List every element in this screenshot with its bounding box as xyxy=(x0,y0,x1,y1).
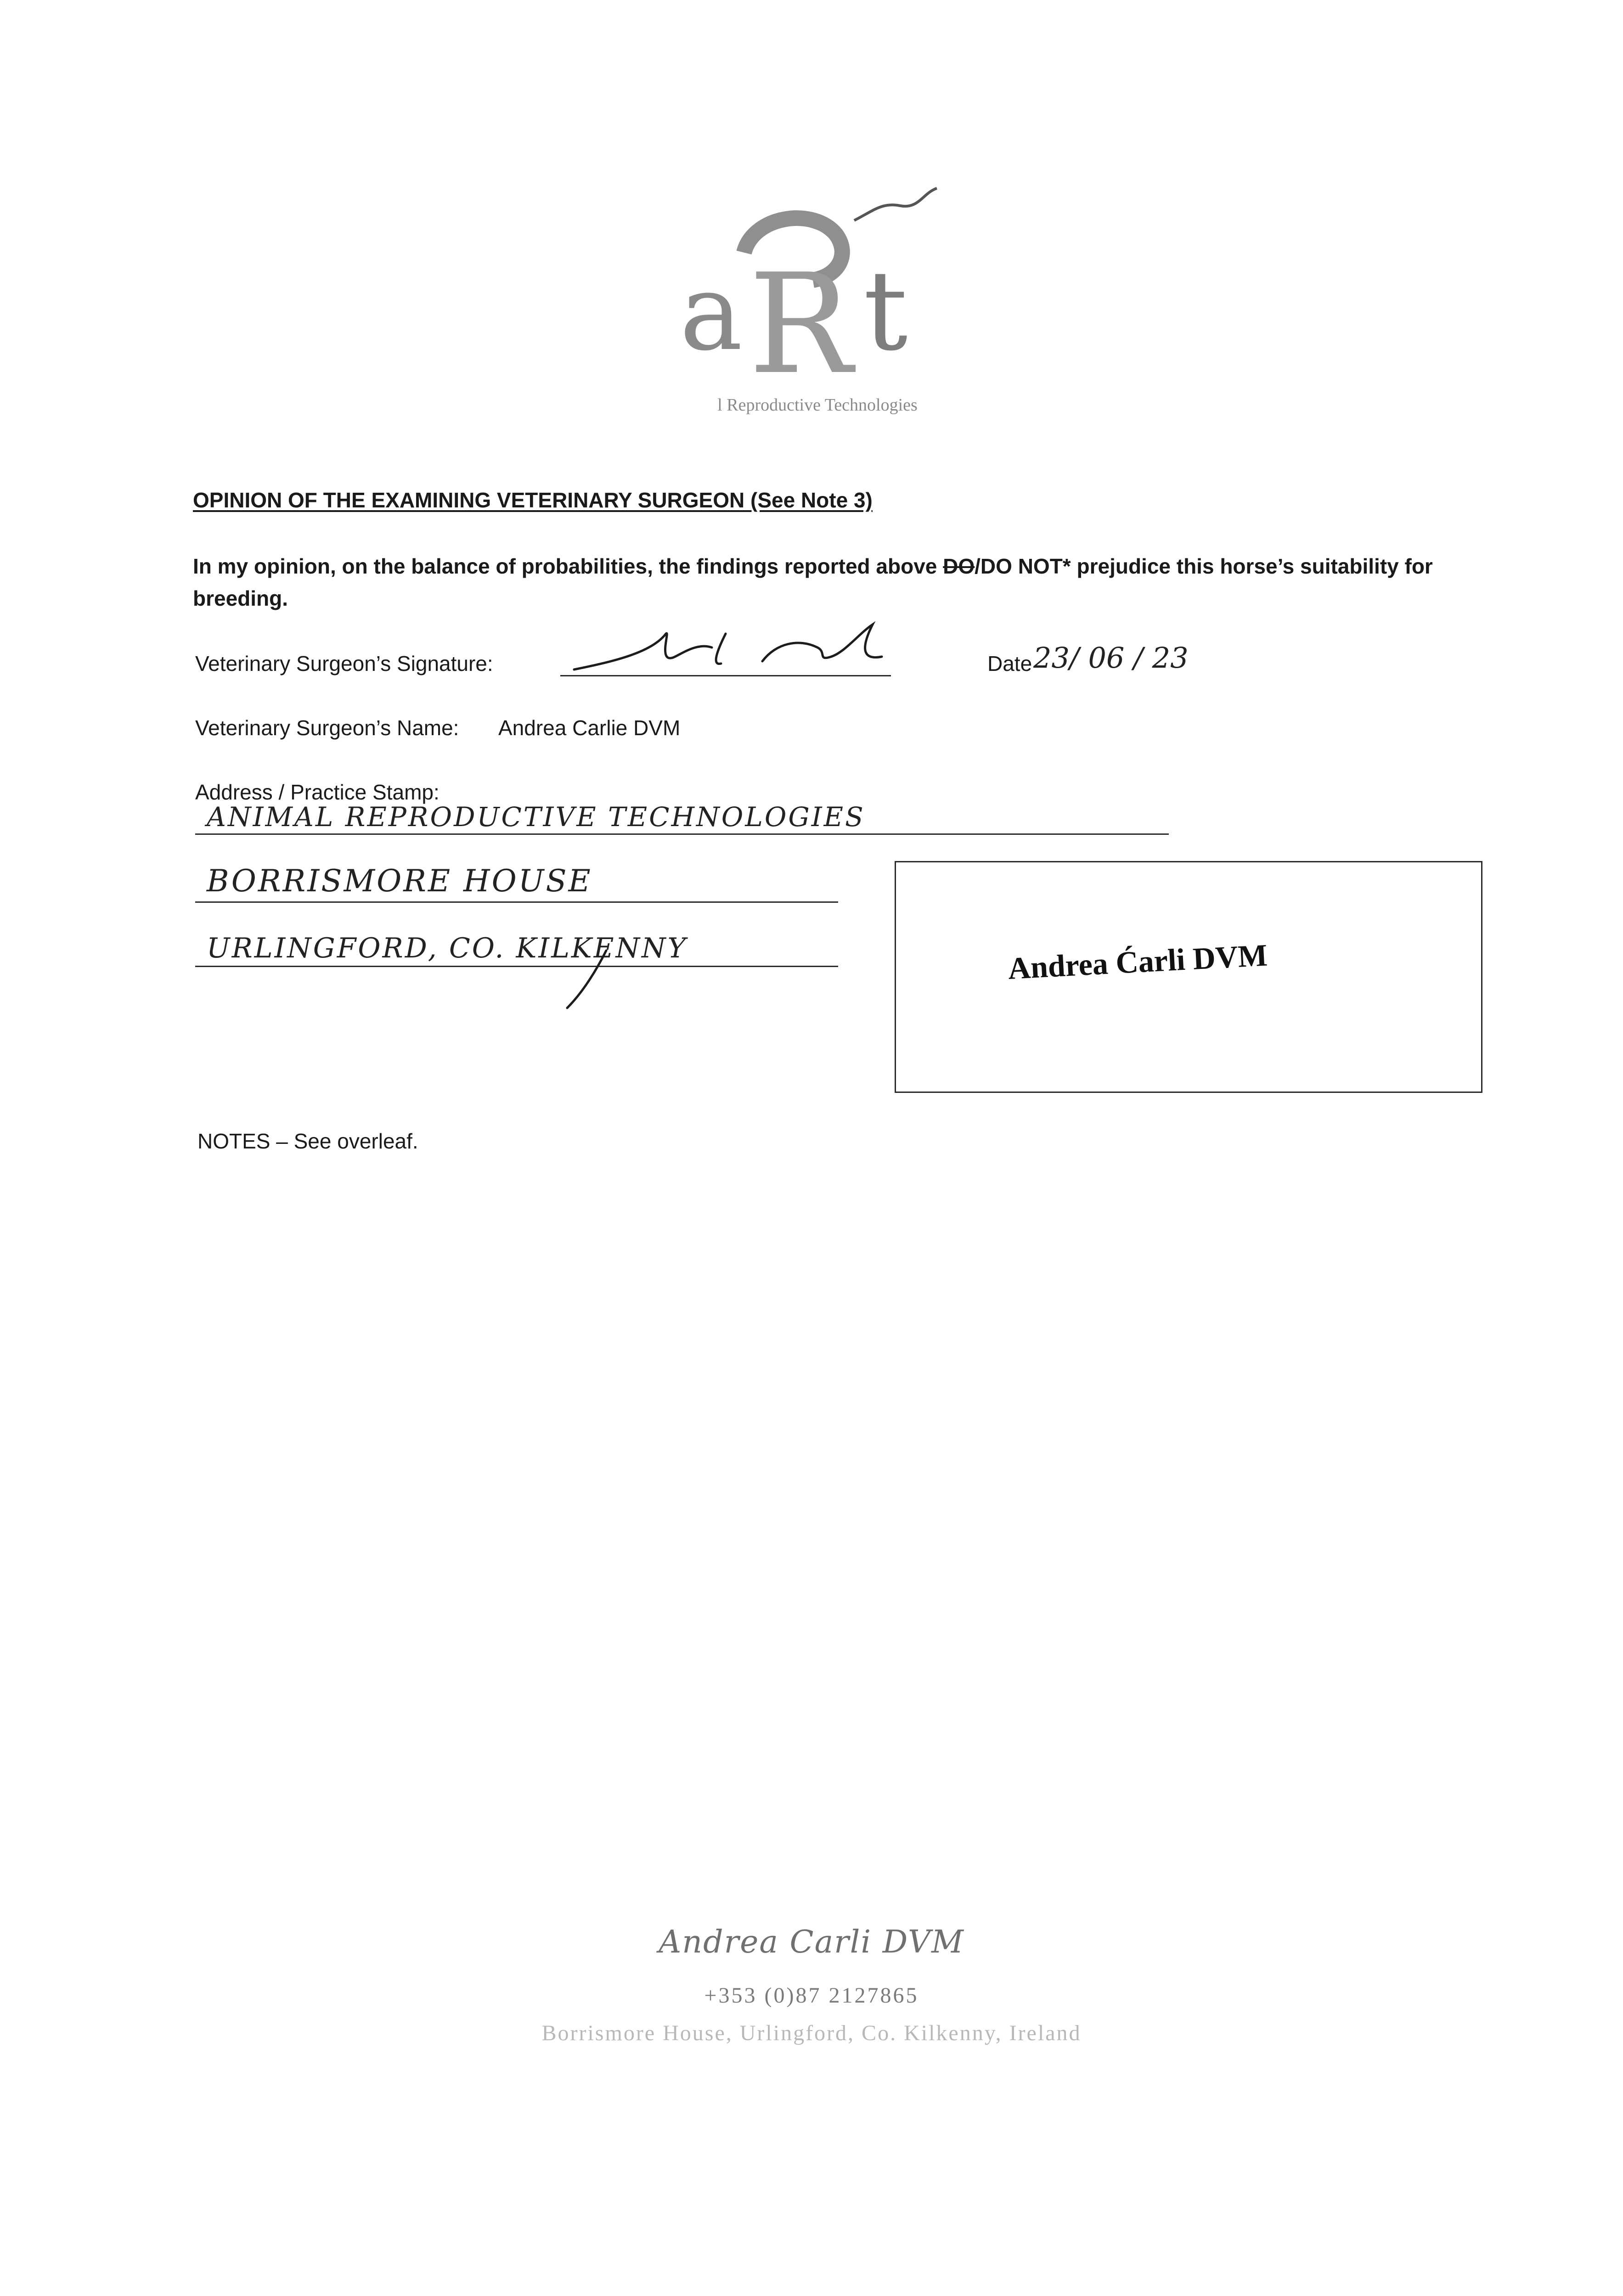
svg-text:a: a xyxy=(680,252,743,374)
name-label: Veterinary Surgeon’s Name: xyxy=(195,716,459,740)
opinion-text-before: In my opinion, on the balance of probabilities, the findings reported above xyxy=(193,554,943,578)
handwritten-stroke xyxy=(560,946,615,1010)
date-label: Date xyxy=(987,652,1032,675)
signature-line xyxy=(560,675,891,676)
date-value: 23/ 06 / 23 xyxy=(1033,641,1189,675)
svg-text:t: t xyxy=(863,247,908,375)
address-rule-1 xyxy=(195,833,1169,835)
address-rule-2 xyxy=(195,901,838,903)
handwritten-signature xyxy=(560,615,900,680)
address-line-1: ANIMAL REPRODUCTIVE TECHNOLOGIES xyxy=(207,801,865,833)
notes-text: NOTES – See overleaf. xyxy=(197,1129,418,1153)
logo-tagline: l Reproductive Technologies xyxy=(717,395,918,415)
practice-stamp-text: Andrea Ćarli DVM xyxy=(1007,937,1268,986)
signature-label: Veterinary Surgeon’s Signature: xyxy=(195,652,493,675)
footer-address: Borrismore House, Urlingford, Co. Kilkenny, Ireland xyxy=(541,2021,1082,2045)
footer-name: Andrea Carli DVM xyxy=(659,1924,964,1960)
address-label: Address / Practice Stamp: xyxy=(195,780,440,804)
section-heading: OPINION OF THE EXAMINING VETERINARY SURGEON (See Note 3) xyxy=(193,488,873,512)
opinion-struck-option: DO xyxy=(943,554,975,578)
opinion-statement xyxy=(193,550,1470,614)
svg-text:R: R xyxy=(749,244,852,405)
name-value: Andrea Carlie DVM xyxy=(498,716,681,740)
address-line-2: BORRISMORE HOUSE xyxy=(207,863,592,899)
address-rule-3 xyxy=(195,966,838,967)
opinion-text-after: /DO NOT* prejudice this horse’s suitability for breeding. xyxy=(193,554,1433,610)
address-line-3: URLINGFORD, CO. KILKENNY xyxy=(207,932,688,964)
footer-phone: +353 (0)87 2127865 xyxy=(704,1983,919,2008)
art-logo xyxy=(661,184,974,432)
